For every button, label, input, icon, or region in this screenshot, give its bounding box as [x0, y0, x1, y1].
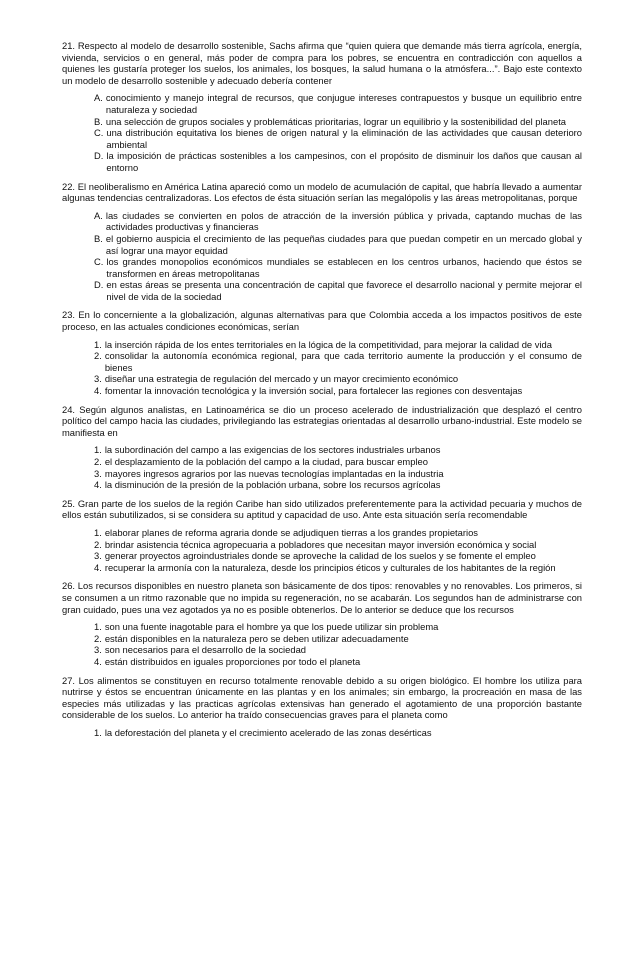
- answer-option: [94, 256, 582, 279]
- option-label: 1.: [94, 726, 102, 738]
- option-text: una distribución equitativa los bienes de origen natural y la eliminación de las actividades que causan deterioro ambiental: [106, 127, 582, 150]
- answer-option: [94, 621, 582, 633]
- option-label: 1.: [94, 526, 102, 538]
- answer-option: [94, 656, 582, 668]
- question-26: [62, 580, 582, 667]
- option-label: A.: [94, 92, 103, 104]
- option-text: son necesarios para el desarrollo de la sociedad: [104, 644, 306, 656]
- question-25: [62, 498, 582, 574]
- answer-options: [94, 727, 582, 739]
- answer-options: [94, 444, 582, 490]
- option-label: 2.: [94, 632, 102, 644]
- question-23: [62, 309, 582, 396]
- option-text: la imposición de prácticas sostenibles a los campesinos, con el propósito de disminuir los daños que causan al entorno: [106, 150, 582, 173]
- option-text: en estas áreas se presenta una concentración de capital que favorece el desarrollo nacional y permite mejorar el nivel de vida de la sociedad: [106, 279, 582, 302]
- answer-option: [94, 539, 582, 551]
- question-27: [62, 675, 582, 739]
- answer-options: [94, 527, 582, 573]
- option-label: B.: [94, 232, 103, 244]
- option-label: 3.: [94, 644, 102, 656]
- option-text: consolidar la autonomía económica regional, para que cada territorio aumente la producción y el consumo de bienes: [104, 350, 582, 373]
- option-label: 1.: [94, 444, 102, 456]
- option-text: fomentar la innovación tecnológica y la inversión social, para fortalecer las regiones con desventajas: [104, 385, 523, 397]
- option-label: 4.: [94, 479, 102, 491]
- answer-option: [94, 456, 582, 468]
- option-text: la disminución de la presión de la población urbana, sobre los recursos agrícolas: [104, 479, 441, 491]
- answer-option: [94, 233, 582, 256]
- option-text: la subordinación del campo a las exigencias de los sectores industriales urbanos: [104, 444, 441, 456]
- option-text: la deforestación del planeta y el crecimiento acelerado de las zonas desérticas: [104, 726, 432, 738]
- answer-option: [94, 644, 582, 656]
- option-label: C.: [94, 127, 104, 139]
- answer-option: [94, 373, 582, 385]
- answer-option: [94, 116, 582, 128]
- answer-options: [94, 210, 582, 303]
- option-label: C.: [94, 256, 104, 268]
- answer-option: [94, 339, 582, 351]
- question-stem: 24. Según algunos analistas, en Latinoamérica se dio un proceso acelerado de industrialización que desplazó el centro político del campo hacia las ciudades, privilegiando las estrategias orientadas al desarrollo urbano-industrial. Este modelo se manifiesta en: [62, 403, 582, 438]
- option-label: B.: [94, 115, 103, 127]
- answer-option: [94, 279, 582, 302]
- option-label: 3.: [94, 467, 102, 479]
- question-stem: 23. En lo concerniente a la globalización, algunas alternativas para que Colombia acceda a los impactos positivos de este proceso, en las actuales condiciones económicas, serían: [62, 309, 582, 333]
- answer-option: [94, 479, 582, 491]
- answer-option: [94, 210, 582, 233]
- option-label: D.: [94, 150, 104, 162]
- option-text: mayores ingresos agrarios por las nuevas tecnologías implantadas en la industria: [104, 467, 444, 479]
- answer-options: [94, 621, 582, 667]
- option-label: 2.: [94, 456, 102, 467]
- option-label: 3.: [94, 550, 102, 562]
- option-text: diseñar una estrategia de regulación del mercado y un mayor crecimiento económico: [104, 373, 459, 385]
- answer-options: [94, 339, 582, 397]
- question-stem: 21. Respecto al modelo de desarrollo sostenible, Sachs afirma que “quien quiera que demande más tierra agrícola, energía, vivienda, servicios o en general, más poder de compra para los pobres, se encuentra en contradicción con aquellos a quienes les gustaría proteger los suelos, los animales, los bosques, la salud humana o la atmósfera...”. Bajo este contexto un modelo de desarrollo sostenible y adecuado debería contener: [62, 40, 582, 86]
- answer-option: [94, 92, 582, 115]
- question-22: [62, 181, 582, 303]
- answer-options: [94, 92, 582, 173]
- option-label: D.: [94, 279, 104, 291]
- option-text: son una fuente inagotable para el hombre ya que los puede utilizar sin problema: [104, 621, 439, 633]
- option-text: una selección de grupos sociales y problemáticas prioritarias, lograr un equilibrio y la sostenibilidad del planeta: [105, 115, 567, 127]
- option-text: el desplazamiento de la población del campo a la ciudad, para buscar empleo: [104, 456, 428, 467]
- option-label: A.: [94, 209, 103, 221]
- option-text: están distribuidos en iguales proporciones por todo el planeta: [104, 655, 361, 667]
- option-text: la inserción rápida de los entes territoriales en la lógica de la competitividad, para mejorar la calidad de vida: [104, 338, 552, 350]
- option-label: 2.: [94, 350, 102, 362]
- answer-option: [94, 562, 582, 574]
- question-21: [62, 40, 582, 174]
- answer-option: [94, 727, 582, 739]
- option-text: el gobierno auspicia el crecimiento de las pequeñas ciudades para que puedan competir en un mercado global y así lograr una mayor equidad: [105, 232, 582, 256]
- answer-option: [94, 468, 582, 480]
- question-24: [62, 404, 582, 491]
- option-label: 3.: [94, 373, 102, 385]
- option-label: 4.: [94, 385, 102, 397]
- question-stem: 22. El neoliberalismo en América Latina apareció como un modelo de acumulación de capital, que habría llevado a aumentar algunas tendencias centralizadoras. Los efectos de ésta situación serían las megalópolis y las áreas metropolitanas, porque: [62, 180, 582, 204]
- option-text: elaborar planes de reforma agraria donde se adjudiquen tierras a los grandes propietarios: [104, 526, 478, 538]
- option-text: están disponibles en la naturaleza pero se deben utilizar adecuadamente: [104, 632, 409, 644]
- option-label: 1.: [94, 621, 102, 633]
- option-text: los grandes monopolios económicos mundiales se establecen en los centros urbanos, haciendo que éstos se transformen en áreas metropolitanas: [106, 256, 582, 279]
- option-text: las ciudades se convierten en polos de atracción de la inversión pública y privada, captando muchas de las actividades productivas y financieras: [105, 209, 582, 233]
- option-text: generar proyectos agroindustriales donde se aproveche la calidad de los suelos y se fomente el empleo: [104, 550, 536, 562]
- option-text: recuperar la armonía con la naturaleza, desde los principios éticos y culturales de los habitantes de la región: [104, 561, 556, 573]
- question-stem: 25. Gran parte de los suelos de la región Caribe han sido utilizados preferentemente para la actividad pecuaria y muchos de ellos están subutilizados, si se considera su aptitud y capacidad de uso. Ante esta situación sería recomendable: [62, 497, 582, 521]
- questions-list: [62, 40, 582, 738]
- option-label: 1.: [94, 338, 102, 350]
- question-stem: 27. Los alimentos se constituyen en recurso totalmente renovable debido a su origen biológico. El hombre los utiliza para nutrirse y éstos se encuentran únicamente en las plantas y en los animales; sin embargo, la procreación en masa de las especies más utilizadas y las practicas agrícolas extensivas han generado el agotamiento de una proporción bastante considerable de los suelos. Lo anterior ha traído consecuencias graves para el planeta como: [62, 674, 582, 721]
- question-stem: 26. Los recursos disponibles en nuestro planeta son básicamente de dos tipos: renovables y no renovables. Los primeros, si se consumen a un ritmo razonable que no impida su regeneración, no se acabarán. Los segundos han de administrarse con gran cuidado, pues una vez agotados ya no es posible obtenerlos. De lo anterior se deduce que los recursos: [62, 580, 582, 615]
- option-text: brindar asistencia técnica agropecuaria a pobladores que necesitan mayor inversión económica y social: [104, 538, 537, 550]
- option-text: conocimiento y manejo integral de recursos, que conjugue intereses contrapuestos y busque un equilibrio entre naturaleza y sociedad: [105, 92, 582, 115]
- answer-option: [94, 550, 582, 562]
- answer-option: [94, 350, 582, 373]
- answer-option: [94, 527, 582, 539]
- answer-option: [94, 444, 582, 456]
- answer-option: [94, 385, 582, 397]
- answer-option: [94, 127, 582, 150]
- option-label: 2.: [94, 538, 102, 550]
- option-label: 4.: [94, 655, 102, 667]
- answer-option: [94, 150, 582, 173]
- answer-option: [94, 633, 582, 645]
- option-label: 4.: [94, 561, 102, 573]
